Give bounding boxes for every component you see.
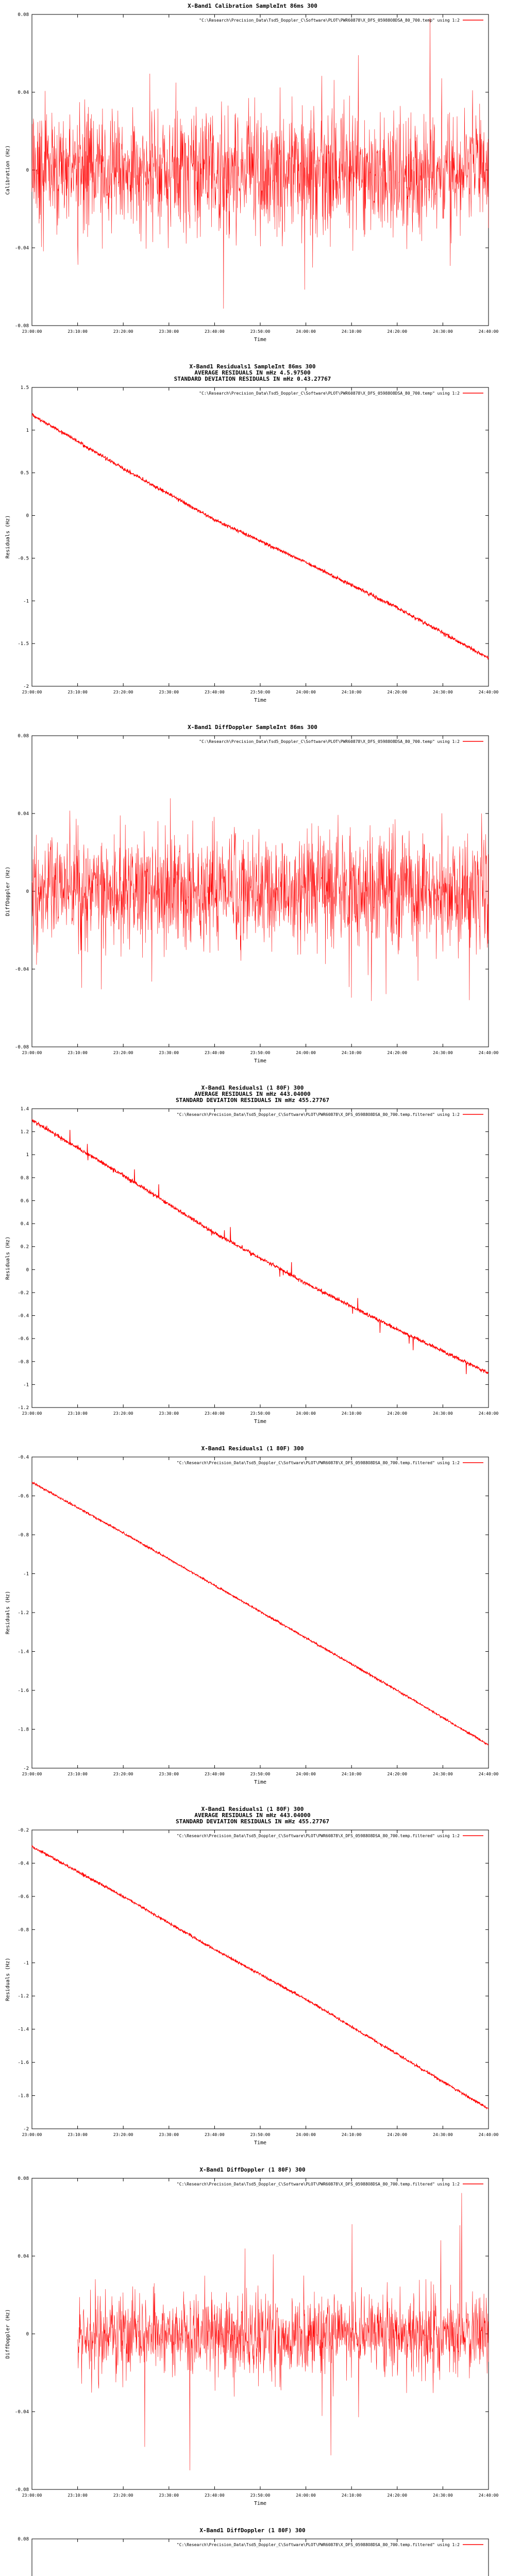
chart-title: X-Band1 DiffDoppler (1 80F) 300 <box>199 2527 306 2534</box>
x-tick-label: 23:40:00 <box>205 1772 225 1776</box>
y-tick-label: 0.2 <box>20 1244 29 1250</box>
x-tick-label: 23:00:00 <box>22 2493 42 2498</box>
y-tick-label: -1.6 <box>18 1688 29 1693</box>
y-tick-label: 0 <box>26 2332 29 2337</box>
chart-svg <box>0 721 505 1082</box>
x-tick-label: 23:10:00 <box>68 2132 88 2137</box>
y-tick-label: -0.8 <box>18 1359 29 1365</box>
chart-title: X-Band1 Residuals1 SampleInt 86ms 300 <box>189 363 316 370</box>
chart-svg <box>0 1082 505 1443</box>
x-tick-label: 24:10:00 <box>341 1772 362 1776</box>
chart-title: X-Band1 Calibration SampleInt 86ms 300 <box>188 3 317 9</box>
x-tick-label: 24:10:00 <box>341 2132 362 2137</box>
y-tick-label: -0.08 <box>14 2487 29 2493</box>
y-axis-label: DiffDoppler (Hz) <box>5 2309 11 2359</box>
chart-title: X-Band1 Residuals1 (1 80F) 300 <box>201 1084 304 1091</box>
y-tick-label: -0.4 <box>18 1455 29 1460</box>
x-tick-label: 23:20:00 <box>113 1411 133 1416</box>
legend-label: "C:\Research\Precision_Data\Tsd5_Doppler_C\Software\PLOT\PWR60878\X_DFS_05988O8DSA_80_700.temp" using 1:2 <box>199 18 460 23</box>
x-tick-label: 23:50:00 <box>250 1772 271 1776</box>
x-tick-label: 24:30:00 <box>433 2493 453 2498</box>
chart-subtitle: AVERAGE RESIDUALS IN mHz 443.04000 <box>194 1091 311 1097</box>
x-tick-label: 24:10:00 <box>341 2493 362 2498</box>
x-tick-label: 24:00:00 <box>296 1411 316 1416</box>
x-tick-label: 24:40:00 <box>478 329 499 334</box>
y-axis-label: Residuals (Hz) <box>5 1590 11 1635</box>
x-tick-label: 24:20:00 <box>387 1050 408 1055</box>
x-tick-label: 23:10:00 <box>68 2493 88 2498</box>
x-axis-label: Time <box>254 1419 267 1425</box>
x-tick-label: 24:00:00 <box>296 329 316 334</box>
series-line <box>32 18 489 309</box>
y-tick-label: -0.8 <box>18 1533 29 1538</box>
y-tick-label: -0.5 <box>18 556 29 562</box>
x-tick-label: 23:00:00 <box>22 1772 42 1776</box>
x-tick-label: 23:00:00 <box>22 1050 42 1055</box>
y-tick-label: -0.6 <box>18 1494 29 1499</box>
series-line <box>32 414 489 659</box>
y-tick-label: -1.4 <box>18 2027 29 2032</box>
y-tick-label: -0.4 <box>18 1313 29 1319</box>
y-tick-label: -2 <box>23 2127 29 2132</box>
legend-label: "C:\Research\Precision_Data\Tsd5_Doppler_C\Software\PLOT\PWR60878\X_DFS_05988O8DSA_80_700.temp.filtered" using 1:2 <box>176 2182 460 2187</box>
x-tick-label: 24:20:00 <box>387 690 408 694</box>
y-tick-label: -0.2 <box>18 1290 29 1296</box>
series-line <box>32 1120 489 1375</box>
y-tick-label: -1.8 <box>18 2093 29 2099</box>
x-tick-label: 23:30:00 <box>159 1411 179 1416</box>
legend-label: "C:\Research\Precision_Data\Tsd5_Doppler_C\Software\PLOT\PWR60878\X_DFS_05988O8DSA_80_700.temp.filtered" using 1:2 <box>176 1461 460 1465</box>
x-tick-label: 23:30:00 <box>159 1772 179 1776</box>
chart-svg <box>0 0 505 361</box>
x-tick-label: 24:00:00 <box>296 1772 316 1776</box>
y-tick-label: 0.08 <box>18 2176 29 2181</box>
x-tick-label: 23:40:00 <box>205 2493 225 2498</box>
x-tick-label: 23:20:00 <box>113 690 133 694</box>
x-tick-label: 23:20:00 <box>113 1772 133 1776</box>
y-tick-label: 0.4 <box>20 1222 29 1227</box>
x-tick-label: 24:20:00 <box>387 2132 408 2137</box>
x-tick-label: 24:30:00 <box>433 690 453 694</box>
y-tick-label: 0.08 <box>18 734 29 739</box>
y-tick-label: -0.08 <box>14 1045 29 1050</box>
y-tick-label: 0.04 <box>18 2254 29 2259</box>
y-axis-label: Residuals (Hz) <box>5 1236 11 1280</box>
x-tick-label: 24:40:00 <box>478 690 499 694</box>
x-tick-label: 24:40:00 <box>478 1411 499 1416</box>
y-tick-label: -1.5 <box>18 641 29 647</box>
y-tick-label: 0.8 <box>20 1175 29 1181</box>
x-tick-label: 23:40:00 <box>205 1411 225 1416</box>
x-axis-label: Time <box>254 698 267 703</box>
series-line <box>32 1846 489 2109</box>
y-axis-label: DiffDoppler (Hz) <box>5 866 11 917</box>
chart-panel-3 <box>0 721 505 1082</box>
x-tick-label: 23:40:00 <box>205 329 225 334</box>
chart-subtitle: AVERAGE RESIDUALS IN mHz 4.5.97500 <box>194 369 311 376</box>
x-tick-label: 23:50:00 <box>250 2493 271 2498</box>
x-tick-label: 24:00:00 <box>296 2132 316 2137</box>
y-tick-label: -1 <box>23 1382 29 1388</box>
plot-frame <box>32 1830 489 2129</box>
x-tick-label: 24:20:00 <box>387 2493 408 2498</box>
chart-title: X-Band1 Residuals1 (1 80F) 300 <box>201 1445 304 1452</box>
x-tick-label: 23:50:00 <box>250 1050 271 1055</box>
x-tick-label: 23:10:00 <box>68 329 88 334</box>
x-tick-label: 24:40:00 <box>478 2132 499 2137</box>
y-tick-label: -1.4 <box>18 1649 29 1655</box>
chart-panel-2 <box>0 361 505 721</box>
x-tick-label: 23:00:00 <box>22 690 42 694</box>
y-tick-label: -0.04 <box>14 2410 29 2415</box>
y-tick-label: -0.6 <box>18 1336 29 1342</box>
x-tick-label: 24:10:00 <box>341 1411 362 1416</box>
x-tick-label: 24:30:00 <box>433 1050 453 1055</box>
series-line <box>32 1482 489 1745</box>
x-tick-label: 24:00:00 <box>296 2493 316 2498</box>
y-tick-label: -1 <box>23 1960 29 1966</box>
chart-panel-6 <box>0 1803 505 2164</box>
x-tick-label: 24:30:00 <box>433 1411 453 1416</box>
y-tick-label: 0.04 <box>18 811 29 817</box>
x-axis-label: Time <box>254 2501 267 2506</box>
legend-label: "C:\Research\Precision_Data\Tsd5_Doppler_C\Software\PLOT\PWR60878\X_DFS_05988O8DSA_80_700.temp.filtered" using 1:2 <box>176 1112 460 1117</box>
x-tick-label: 23:00:00 <box>22 329 42 334</box>
plot-frame <box>32 1457 489 1768</box>
y-tick-label: -1.2 <box>18 1994 29 1999</box>
series-line <box>32 799 489 1001</box>
x-tick-label: 24:10:00 <box>341 329 362 334</box>
y-tick-label: 1.2 <box>20 1129 29 1135</box>
chart-panel-1 <box>0 0 505 361</box>
x-tick-label: 23:30:00 <box>159 690 179 694</box>
plot-frame <box>32 387 489 686</box>
legend-label: "C:\Research\Precision_Data\Tsd5_Doppler_C\Software\PLOT\PWR60878\X_DFS_05988O8DSA_80_700.temp" using 1:2 <box>199 391 460 396</box>
chart-panel-8 <box>0 2524 505 2576</box>
y-tick-label: 0 <box>26 513 29 519</box>
y-tick-label: -2 <box>23 1766 29 1771</box>
chart-title: X-Band1 DiffDoppler (1 80F) 300 <box>199 2166 306 2173</box>
y-tick-label: 1 <box>26 428 29 433</box>
x-tick-label: 24:30:00 <box>433 1772 453 1776</box>
chart-panel-7 <box>0 2164 505 2524</box>
x-tick-label: 24:30:00 <box>433 329 453 334</box>
x-tick-label: 23:30:00 <box>159 2132 179 2137</box>
x-axis-label: Time <box>254 337 267 343</box>
y-tick-label: -0.6 <box>18 1894 29 1900</box>
x-tick-label: 23:00:00 <box>22 2132 42 2137</box>
y-tick-label: 0.08 <box>18 2537 29 2542</box>
x-tick-label: 23:10:00 <box>68 1050 88 1055</box>
x-tick-label: 23:10:00 <box>68 1411 88 1416</box>
y-tick-label: 0.6 <box>20 1198 29 1204</box>
x-tick-label: 23:30:00 <box>159 2493 179 2498</box>
x-tick-label: 23:40:00 <box>205 690 225 694</box>
y-tick-label: 1 <box>26 1153 29 1158</box>
chart-title: X-Band1 Residuals1 (1 80F) 300 <box>201 1806 304 1812</box>
x-tick-label: 23:40:00 <box>205 1050 225 1055</box>
x-tick-label: 24:20:00 <box>387 1411 408 1416</box>
y-axis-label: Calibration (Hz) <box>5 145 11 195</box>
x-tick-label: 23:50:00 <box>250 2132 271 2137</box>
chart-panel-4 <box>0 1082 505 1443</box>
y-tick-label: 1.5 <box>20 385 29 391</box>
x-tick-label: 24:40:00 <box>478 1772 499 1776</box>
x-tick-label: 24:00:00 <box>296 690 316 694</box>
x-axis-label: Time <box>254 1058 267 1064</box>
y-tick-label: -1 <box>23 599 29 604</box>
y-tick-label: 0 <box>26 889 29 894</box>
y-tick-label: -1.8 <box>18 1727 29 1733</box>
x-tick-label: 24:20:00 <box>387 1772 408 1776</box>
y-tick-label: -0.04 <box>14 967 29 972</box>
x-tick-label: 24:20:00 <box>387 329 408 334</box>
chart-subtitle: STANDARD DEVIATION RESIDUALS IN mHz 455.27767 <box>175 1818 329 1825</box>
y-tick-label: -1.2 <box>18 1405 29 1411</box>
y-tick-label: 0.04 <box>18 90 29 95</box>
chart-panel-5 <box>0 1443 505 1803</box>
legend-label: "C:\Research\Precision_Data\Tsd5_Doppler_C\Software\PLOT\PWR60878\X_DFS_05988O8DSA_80_700.temp" using 1:2 <box>199 739 460 744</box>
chart-subtitle: STANDARD DEVIATION RESIDUALS IN mHz 0.43.27767 <box>174 376 331 382</box>
x-tick-label: 23:00:00 <box>22 1411 42 1416</box>
x-tick-label: 23:20:00 <box>113 329 133 334</box>
x-tick-label: 23:20:00 <box>113 2493 133 2498</box>
y-tick-label: -0.2 <box>18 1828 29 1833</box>
x-tick-label: 23:20:00 <box>113 2132 133 2137</box>
chart-svg <box>0 1443 505 1803</box>
y-tick-label: -0.04 <box>14 246 29 251</box>
x-tick-label: 23:20:00 <box>113 1050 133 1055</box>
x-axis-label: Time <box>254 2140 267 2146</box>
legend-label: "C:\Research\Precision_Data\Tsd5_Doppler_C\Software\PLOT\PWR60878\X_DFS_05988O8DSA_80_700.temp.filtered" using 1:2 <box>176 1834 460 1838</box>
y-tick-label: -1.6 <box>18 2060 29 2066</box>
y-axis-label: Residuals (Hz) <box>5 515 11 559</box>
y-tick-label: -0.4 <box>18 1861 29 1867</box>
y-tick-label: 0 <box>26 1267 29 1273</box>
series-line <box>78 2193 489 2470</box>
y-tick-label: -0.08 <box>14 324 29 329</box>
y-tick-label: 1.4 <box>20 1107 29 1112</box>
x-tick-label: 24:40:00 <box>478 2493 499 2498</box>
chart-subtitle: STANDARD DEVIATION RESIDUALS IN mHz 455.27767 <box>175 1097 329 1104</box>
chart-title: X-Band1 DiffDoppler SampleInt 86ms 300 <box>188 724 317 731</box>
y-tick-label: 0 <box>26 168 29 173</box>
chart-svg <box>0 1803 505 2164</box>
x-tick-label: 23:10:00 <box>68 690 88 694</box>
chart-svg <box>0 2164 505 2524</box>
x-tick-label: 23:50:00 <box>250 690 271 694</box>
chart-svg <box>0 361 505 721</box>
y-tick-label: -0.8 <box>18 1927 29 1933</box>
y-tick-label: -1 <box>23 1571 29 1577</box>
x-tick-label: 24:30:00 <box>433 2132 453 2137</box>
x-tick-label: 23:30:00 <box>159 329 179 334</box>
y-tick-label: -2 <box>23 684 29 689</box>
y-tick-label: 0.08 <box>18 12 29 18</box>
x-axis-label: Time <box>254 1780 267 1785</box>
x-tick-label: 24:10:00 <box>341 1050 362 1055</box>
x-tick-label: 23:30:00 <box>159 1050 179 1055</box>
y-tick-label: 0.5 <box>20 470 29 476</box>
x-tick-label: 23:40:00 <box>205 2132 225 2137</box>
y-axis-label: Residuals (Hz) <box>5 1957 11 2002</box>
legend-label: "C:\Research\Precision_Data\Tsd5_Doppler_C\Software\PLOT\PWR60878\X_DFS_05988O8DSA_80_700.temp.filtered" using 1:2 <box>176 2543 460 2547</box>
x-tick-label: 24:00:00 <box>296 1050 316 1055</box>
x-tick-label: 24:10:00 <box>341 690 362 694</box>
x-tick-label: 23:50:00 <box>250 1411 271 1416</box>
x-tick-label: 23:10:00 <box>68 1772 88 1776</box>
chart-subtitle: AVERAGE RESIDUALS IN mHz 443.04000 <box>194 1812 311 1819</box>
x-tick-label: 23:50:00 <box>250 329 271 334</box>
y-tick-label: -1.2 <box>18 1611 29 1616</box>
x-tick-label: 24:40:00 <box>478 1050 499 1055</box>
